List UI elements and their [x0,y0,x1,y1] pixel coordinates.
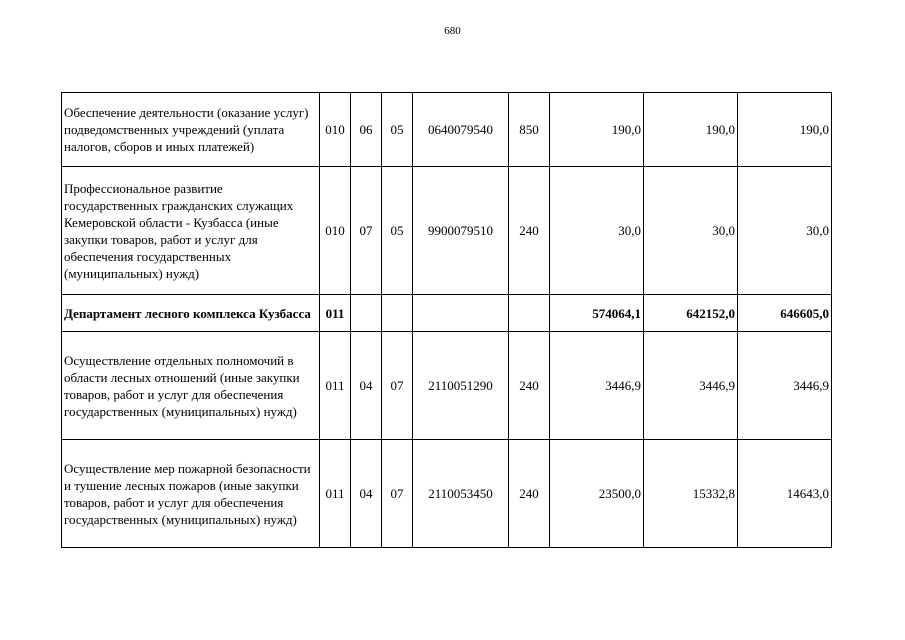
row-description: Осуществление мер пожарной безопасности и тушение лесных пожаров (иные закупки товаров, работ и услуг для обеспечения государственных (муниципальных) нужд) [62,440,320,548]
amount-year-2: 15332,8 [644,440,738,548]
amount-year-2: 3446,9 [644,332,738,440]
amount-year-1: 23500,0 [550,440,644,548]
expense-type-code: 240 [509,332,550,440]
amount-year-3: 3446,9 [738,332,832,440]
amount-year-1: 30,0 [550,167,644,295]
amount-year-2: 30,0 [644,167,738,295]
row-description: Осуществление отдельных полномочий в области лесных отношений (иные закупки товаров, работ и услуг для обеспечения государственных (муниципальных) нужд) [62,332,320,440]
table-row [62,332,832,440]
table-row-department [62,295,832,332]
expense-type-code [509,295,550,332]
ministry-code: 011 [320,295,351,332]
section-code: 06 [351,93,382,167]
target-article-code: 2110053450 [413,440,509,548]
subsection-code: 07 [382,332,413,440]
amount-year-1: 190,0 [550,93,644,167]
expense-type-code: 850 [509,93,550,167]
section-code: 07 [351,167,382,295]
expense-type-code: 240 [509,440,550,548]
amount-year-3: 646605,0 [738,295,832,332]
amount-year-2: 190,0 [644,93,738,167]
amount-year-3: 190,0 [738,93,832,167]
ministry-code: 010 [320,93,351,167]
target-article-code [413,295,509,332]
amount-year-3: 14643,0 [738,440,832,548]
ministry-code: 010 [320,167,351,295]
target-article-code: 0640079540 [413,93,509,167]
row-description: Профессиональное развитие государственных гражданских служащих Кемеровской области - Кузбасса (иные закупки товаров, работ и услуг для обеспечения государственных (муниципальных) нужд) [62,167,320,295]
ministry-code: 011 [320,440,351,548]
table-row [62,440,832,548]
subsection-code [382,295,413,332]
section-code: 04 [351,440,382,548]
amount-year-2: 642152,0 [644,295,738,332]
row-description: Департамент лесного комплекса Кузбасса [62,295,320,332]
budget-table [61,92,832,548]
target-article-code: 9900079510 [413,167,509,295]
table-row [62,167,832,295]
table-row [62,93,832,167]
ministry-code: 011 [320,332,351,440]
section-code [351,295,382,332]
amount-year-1: 574064,1 [550,295,644,332]
page-number: 680 [444,25,461,37]
subsection-code: 05 [382,93,413,167]
subsection-code: 05 [382,167,413,295]
amount-year-1: 3446,9 [550,332,644,440]
amount-year-3: 30,0 [738,167,832,295]
row-description: Обеспечение деятельности (оказание услуг) подведомственных учреждений (уплата налогов, сборов и иных платежей) [62,93,320,167]
section-code: 04 [351,332,382,440]
subsection-code: 07 [382,440,413,548]
target-article-code: 2110051290 [413,332,509,440]
expense-type-code: 240 [509,167,550,295]
